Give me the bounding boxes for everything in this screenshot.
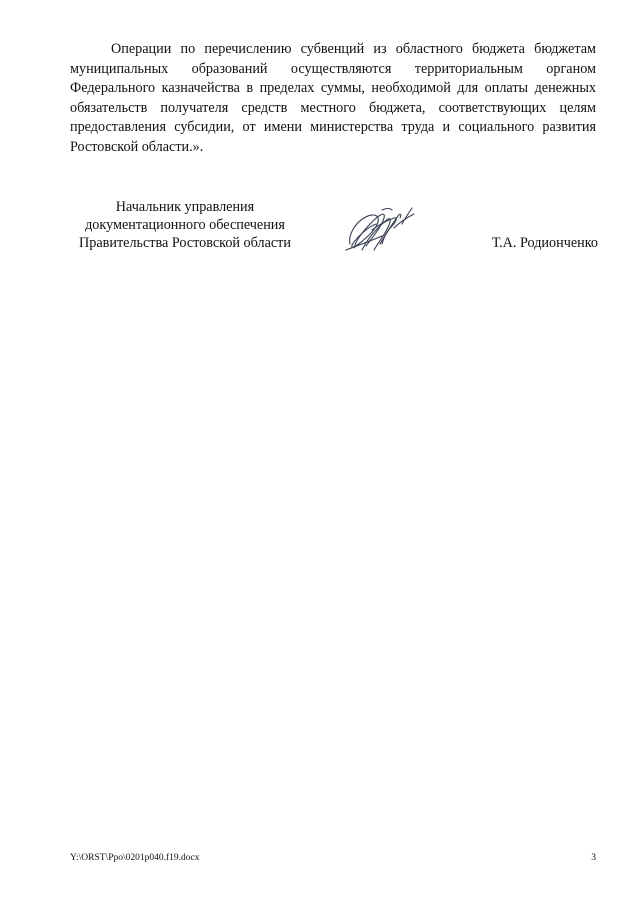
signer-name: Т.А. Родионченко — [491, 235, 598, 251]
body-paragraph: Операции по перечислению субвенций из областного бюджета бюджетам муниципальных образований осуществляются территориальным органом Федерального казначейства в пределах суммы, необходимой для оплаты денежных обязательств получателя средств местного бюджета, соответствующих целям предоставления субсидии, от имени министерства труда и социального развития Ростовской области.». — [70, 41, 596, 155]
signer-title-line-3: Правительства Ростовской области — [79, 235, 291, 251]
signer-title-line-2: документационного обеспечения — [85, 217, 285, 233]
handwritten-signature — [342, 200, 422, 258]
signer-title-line-1: Начальник управления — [115, 199, 255, 215]
signer-title — [60, 198, 310, 252]
page-number: 3 — [591, 853, 596, 863]
signature-block — [60, 198, 600, 268]
footer-file-path: Y:\ORST\Ppo\0201p040.f19.docx — [70, 853, 200, 863]
